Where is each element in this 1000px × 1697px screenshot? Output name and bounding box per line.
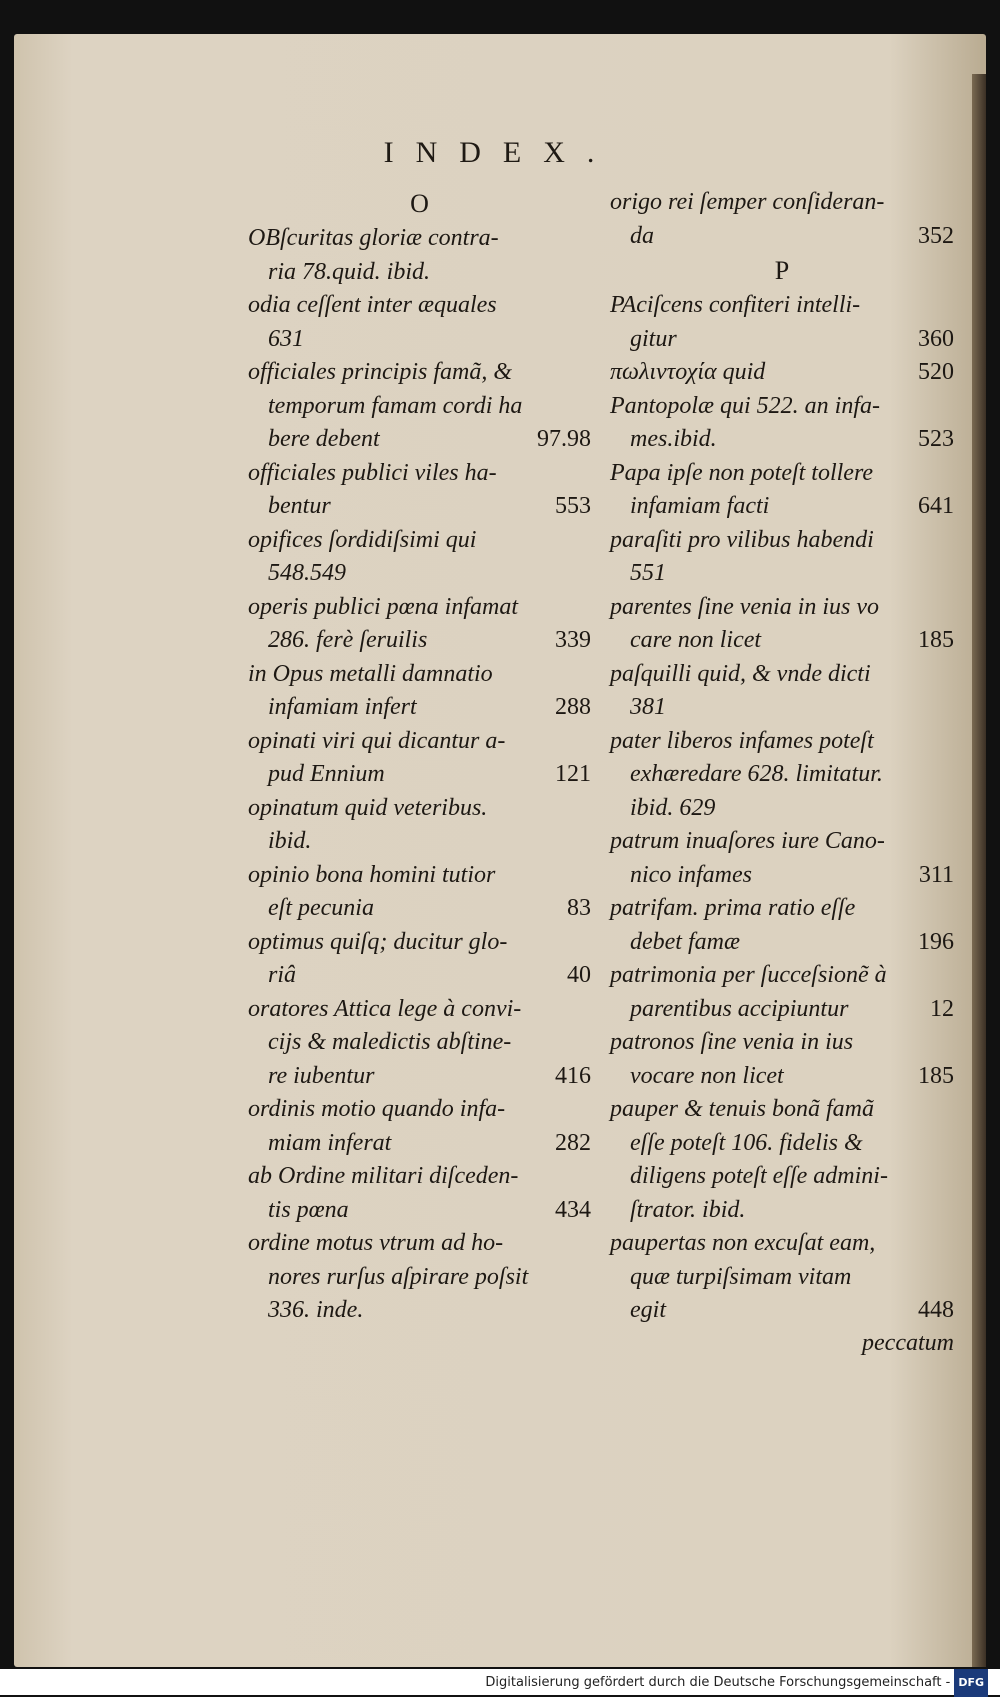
- page-number: 520: [918, 359, 954, 385]
- entry-line: patrifam. prima ratio eſſe: [610, 895, 856, 921]
- page-number: 185: [918, 1062, 954, 1089]
- entry-line: [610, 624, 954, 658]
- entry-line: 336. inde.: [268, 1297, 364, 1323]
- page-number: 12: [930, 995, 954, 1022]
- entry-line: opifices ſordidiſsimi qui: [248, 526, 477, 553]
- entry-line: officiales principis famã, &: [248, 359, 512, 385]
- entry-line: 631: [268, 325, 304, 352]
- index-entry: [610, 1093, 954, 1227]
- footer-text: Digitalisierung gefördert durch die Deutsche Forschungsgemeinschaft -: [485, 1675, 951, 1690]
- entry-line-text: parentibus accipiuntur: [630, 995, 849, 1022]
- index-entry: [610, 1227, 954, 1328]
- entry-line: quæ turpiſsimam vitam: [630, 1263, 852, 1290]
- entry-line: ordine motus vtrum ad ho-: [248, 1230, 504, 1256]
- entry-line: eſſe poteſt 106. fidelis &: [630, 1129, 863, 1156]
- index-entry: [248, 658, 591, 725]
- entry-line: [610, 993, 954, 1027]
- index-entry: [610, 1026, 954, 1093]
- entry-line: [610, 1294, 954, 1328]
- entry-line: opinio bona homini tutior: [248, 861, 496, 888]
- entry-line: [610, 1060, 954, 1094]
- entry-line: [248, 624, 591, 658]
- entry-line-text: 286. ferè ſeruilis: [268, 627, 428, 653]
- entry-line: [248, 1060, 591, 1094]
- entry-line: 551: [630, 560, 666, 586]
- entry-line: [610, 323, 954, 357]
- index-entry: [248, 356, 591, 457]
- entry-line: paraſiti pro vilibus habendi: [610, 526, 874, 553]
- entry-line: ſtrator. ibid.: [630, 1196, 746, 1223]
- entry-line: opinatum quid veteribus.: [248, 794, 488, 821]
- page-number: 121: [555, 761, 591, 787]
- page-number: 352: [918, 222, 954, 249]
- entry-line: odia ceſſent inter æquales: [248, 292, 497, 318]
- entry-line: patrimonia per ſucceſsionẽ à: [610, 962, 887, 988]
- entry-line: [610, 356, 954, 390]
- entry-line: exhæredare 628. limitatur.: [630, 761, 883, 787]
- entry-line: ibid.: [268, 828, 312, 854]
- page-number: 553: [555, 493, 591, 519]
- index-entry: [610, 524, 954, 591]
- entry-line: [248, 490, 591, 524]
- page-number: 416: [555, 1062, 591, 1089]
- index-entry: [248, 792, 591, 859]
- entry-line: ria 78.quid. ibid.: [268, 258, 431, 285]
- index-entry: [248, 457, 591, 524]
- entry-line: Papa ipſe non poteſt tollere: [610, 459, 874, 486]
- page-number: 40: [567, 962, 591, 988]
- entry-line-text: debet famæ: [630, 928, 740, 955]
- index-entry: [610, 390, 954, 457]
- index-entry: [248, 524, 591, 591]
- index-entry: [610, 186, 954, 253]
- page-number: 311: [918, 861, 954, 888]
- page-number: 282: [555, 1129, 591, 1156]
- entry-line-text: tis pœna: [268, 1196, 349, 1223]
- index-entry: [248, 289, 591, 356]
- entry-line: opinati viri qui dicantur a-: [248, 727, 506, 754]
- entry-line-text: bentur: [268, 493, 331, 519]
- entry-line: cijs & maledictis abſtine-: [268, 1029, 512, 1055]
- section-letter-o: O: [410, 189, 429, 218]
- entry-line-text: eſt pecunia: [268, 895, 374, 921]
- entry-line: [610, 490, 954, 524]
- entry-line: patrum inuaſores iure Cano-: [610, 828, 885, 854]
- entry-line: diligens poteſt eſſe admini-: [630, 1163, 888, 1189]
- entry-line-text: infamiam facti: [630, 493, 770, 519]
- page-number: 360: [918, 325, 954, 352]
- entry-line: temporum famam cordi ha: [268, 392, 523, 419]
- page-number: 196: [918, 928, 954, 955]
- entry-line: oratores Attica lege à convi-: [248, 995, 522, 1022]
- index-entry: [248, 993, 591, 1094]
- entry-line: paupertas non excuſat eam,: [610, 1230, 876, 1256]
- entry-line: ibid. 629: [630, 794, 716, 821]
- entry-line: paſquilli quid, & vnde dicti: [610, 660, 871, 687]
- index-entry: [248, 1093, 591, 1160]
- entry-line: Pantopolæ qui 522. an infa-: [610, 392, 880, 419]
- entry-line: [248, 1127, 591, 1161]
- entry-line: in Opus metalli damnatio: [248, 660, 493, 687]
- index-entry: [248, 591, 591, 658]
- entry-line: pauper & tenuis bonã famã: [610, 1096, 874, 1122]
- right-pre-entries: [610, 186, 954, 253]
- digitization-footer: [0, 1669, 1000, 1695]
- entry-line: OBſcuritas gloriæ contra-: [248, 225, 499, 251]
- page-number: 97.98: [537, 426, 591, 452]
- page-number: 339: [555, 627, 591, 653]
- entry-line: [610, 926, 954, 960]
- catchword: peccatum: [862, 1329, 954, 1356]
- right-entries: [610, 289, 954, 1328]
- index-entry: [610, 591, 954, 658]
- entry-line: [248, 1194, 591, 1228]
- entry-line: 548.549: [268, 560, 346, 586]
- left-column: [248, 186, 591, 1328]
- entry-line-text: da: [630, 222, 654, 249]
- index-entry: [248, 725, 591, 792]
- entry-line-text: nico infames: [630, 861, 752, 888]
- entry-line: parentes ſine venia in ius vo: [610, 593, 880, 620]
- page-number: 83: [567, 895, 591, 921]
- entry-line: [610, 859, 954, 893]
- entry-line: PAciſcens confiteri intelli-: [610, 292, 861, 318]
- entry-line: [610, 423, 954, 457]
- entry-line: pater liberos infames poteſt: [610, 727, 874, 754]
- entry-line-text: gitur: [630, 325, 677, 352]
- entry-line-text: care non licet: [630, 627, 762, 653]
- page-title: INDEX.: [383, 136, 617, 169]
- entry-line-text: πωλιντοχία quid: [610, 359, 766, 385]
- entry-line-text: re iubentur: [268, 1062, 375, 1089]
- section-letter-p: P: [774, 256, 790, 285]
- entry-line: 381: [630, 694, 666, 720]
- entry-line: [610, 220, 954, 254]
- entry-line-text: miam inferat: [268, 1129, 392, 1156]
- entry-line-text: bere debent: [268, 426, 380, 452]
- entry-line: optimus quiſq; ducitur glo-: [248, 928, 508, 955]
- entry-line-text: infamiam infert: [268, 694, 417, 720]
- index-entry: [610, 825, 954, 892]
- entry-line-text: vocare non licet: [630, 1062, 784, 1089]
- index-entry: [248, 1227, 591, 1328]
- page-number: 448: [918, 1297, 954, 1323]
- entry-line: patronos ſine venia in ius: [610, 1029, 854, 1055]
- entry-line-text: mes.ibid.: [630, 426, 717, 452]
- entry-line: [248, 758, 591, 792]
- index-entry: [610, 725, 954, 826]
- index-entry: [610, 658, 954, 725]
- left-entries: [248, 222, 591, 1328]
- entry-line: [248, 892, 591, 926]
- entry-line: [248, 423, 591, 457]
- entry-line: officiales publici viles ha-: [248, 459, 497, 486]
- page-number: 288: [555, 694, 591, 720]
- page-number: 434: [555, 1196, 591, 1223]
- page-edge: [972, 74, 986, 1667]
- index-entry: [248, 926, 591, 993]
- index-entry: [610, 356, 954, 390]
- index-entry: [610, 892, 954, 959]
- entry-line-text: pud Ennium: [268, 761, 385, 787]
- book-page: [14, 34, 986, 1667]
- entry-line-text: riâ: [268, 962, 297, 988]
- page-number: 523: [918, 426, 954, 452]
- index-entry: [610, 457, 954, 524]
- index-entry: [610, 289, 954, 356]
- page-number: 641: [918, 493, 954, 519]
- dfg-logo: DFG: [954, 1669, 988, 1697]
- index-entry: [610, 959, 954, 1026]
- entry-line: [248, 959, 591, 993]
- index-entry: [248, 222, 591, 289]
- entry-line: ab Ordine militari diſceden-: [248, 1163, 519, 1189]
- index-entry: [248, 859, 591, 926]
- entry-line: [248, 691, 591, 725]
- entry-line: nores rurſus aſpirare poſsit: [268, 1263, 529, 1290]
- page-number: 185: [918, 627, 954, 653]
- entry-line: operis publici pœna infamat: [248, 593, 518, 620]
- entry-line: origo rei ſemper conſideran-: [610, 189, 885, 215]
- right-column: [610, 186, 954, 1357]
- entry-line-text: egit: [630, 1297, 666, 1323]
- entry-line: ordinis motio quando infa-: [248, 1096, 506, 1122]
- index-entry: [248, 1160, 591, 1227]
